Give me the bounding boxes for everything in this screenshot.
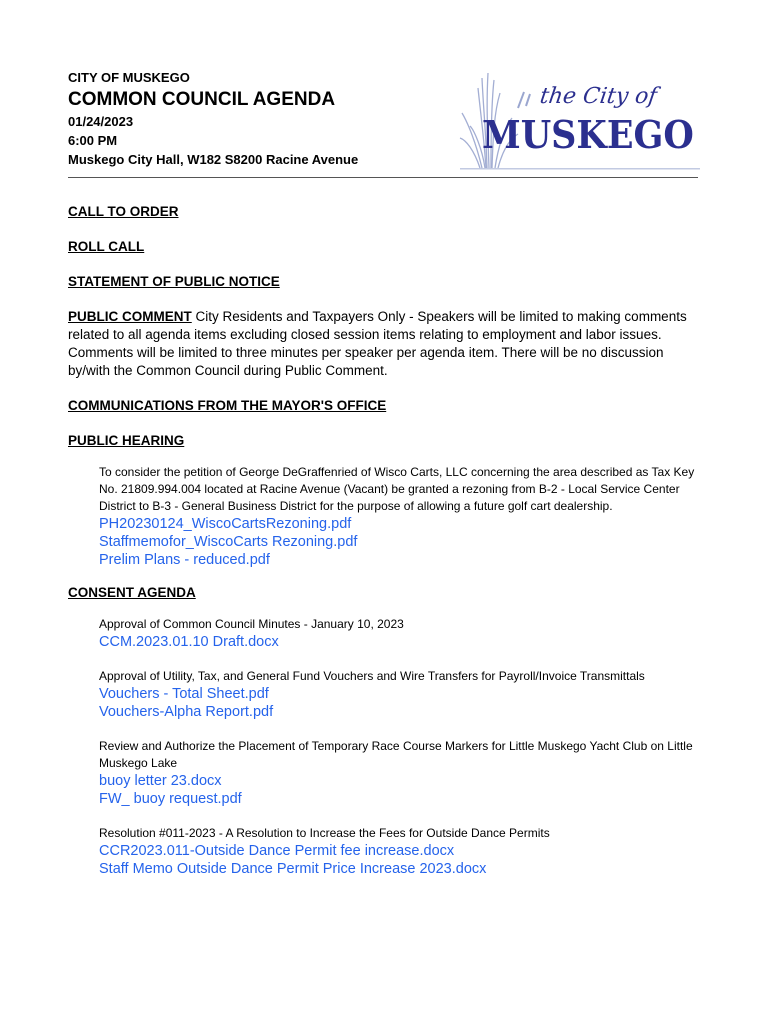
meeting-location: Muskego City Hall, W182 S8200 Racine Avenue — [68, 152, 359, 167]
public-hearing-section — [68, 432, 698, 569]
heading-call-to-order: CALL TO ORDER — [68, 204, 179, 219]
agenda-item — [99, 738, 698, 808]
agenda-item-text: Approval of Utility, Tax, and General Fund Vouchers and Wire Transfers for Payroll/Invoice Transmittals — [99, 669, 645, 683]
agenda-item — [99, 825, 698, 878]
attachment-link[interactable]: Prelim Plans - reduced.pdf — [99, 552, 270, 568]
agenda-header — [68, 70, 468, 169]
heading-consent-agenda: CONSENT AGENDA — [68, 585, 196, 600]
public-comment-text: City Residents and Taxpayers Only - Speakers will be limited to making comments related to all agenda items excluding closed session items relating to employment and labor issues. Comments will be limited to three minutes per speaker per agenda item. There will be no discussion by/with the Common Council during Public Comment. — [68, 309, 687, 378]
agenda-item-text: To consider the petition of George DeGraffenried of Wisco Carts, LLC concerning the area described as Tax Key No. 21809.994.004 located at Racine Avenue (Vacant) be granted a rezoning from B-2 - Local Service Center District to B-3 - General Business District for the purpose of allowing a future golf cart dealership. — [99, 465, 695, 513]
attachment-link[interactable]: FW_ buoy request.pdf — [99, 791, 242, 807]
consent-agenda-section — [68, 584, 698, 878]
attachment-link[interactable]: CCR2023.011-Outside Dance Permit fee increase.docx — [99, 843, 455, 859]
attachment-link[interactable]: Staffmemofor_WiscoCarts Rezoning.pdf — [99, 534, 358, 550]
heading-statement-of-public-notice: STATEMENT OF PUBLIC NOTICE — [68, 274, 280, 289]
city-of-muskego-logo — [458, 68, 702, 176]
header-divider — [68, 177, 698, 178]
meeting-date: 01/24/2023 — [68, 114, 134, 129]
agenda-body — [68, 203, 698, 895]
attachment-link[interactable]: buoy letter 23.docx — [99, 773, 222, 789]
attachment-link[interactable]: PH20230124_WiscoCartsRezoning.pdf — [99, 516, 352, 532]
meeting-time: 6:00 PM — [68, 133, 118, 148]
public-comment-section — [68, 308, 698, 380]
heading-public-hearing: PUBLIC HEARING — [68, 433, 185, 448]
agenda-item — [99, 464, 698, 569]
logo-line2: MUSKEGO — [482, 112, 694, 157]
attachment-link[interactable]: CCM.2023.01.10 Draft.docx — [99, 634, 279, 650]
agenda-item — [99, 668, 698, 721]
city-label: CITY OF MUSKEGO — [68, 70, 190, 85]
heading-public-comment: PUBLIC COMMENT — [68, 309, 192, 324]
agenda-item-text: Review and Authorize the Placement of Temporary Race Course Markers for Little Muskego Yacht Club on Little Muskego Lake — [99, 739, 693, 770]
agenda-item-text: Resolution #011-2023 - A Resolution to Increase the Fees for Outside Dance Permits — [99, 826, 550, 840]
logo-line1: the City of — [538, 84, 659, 109]
agenda-item-text: Approval of Common Council Minutes - January 10, 2023 — [99, 617, 404, 631]
heading-roll-call: ROLL CALL — [68, 239, 145, 254]
heading-mayors-office: COMMUNICATIONS FROM THE MAYOR'S OFFICE — [68, 398, 387, 413]
attachment-link[interactable]: Vouchers - Total Sheet.pdf — [99, 686, 269, 702]
attachment-link[interactable]: Staff Memo Outside Dance Permit Price Increase 2023.docx — [99, 861, 487, 877]
attachment-link[interactable]: Vouchers-Alpha Report.pdf — [99, 704, 274, 720]
agenda-item — [99, 616, 698, 651]
agenda-title: COMMON COUNCIL AGENDA — [68, 89, 336, 110]
